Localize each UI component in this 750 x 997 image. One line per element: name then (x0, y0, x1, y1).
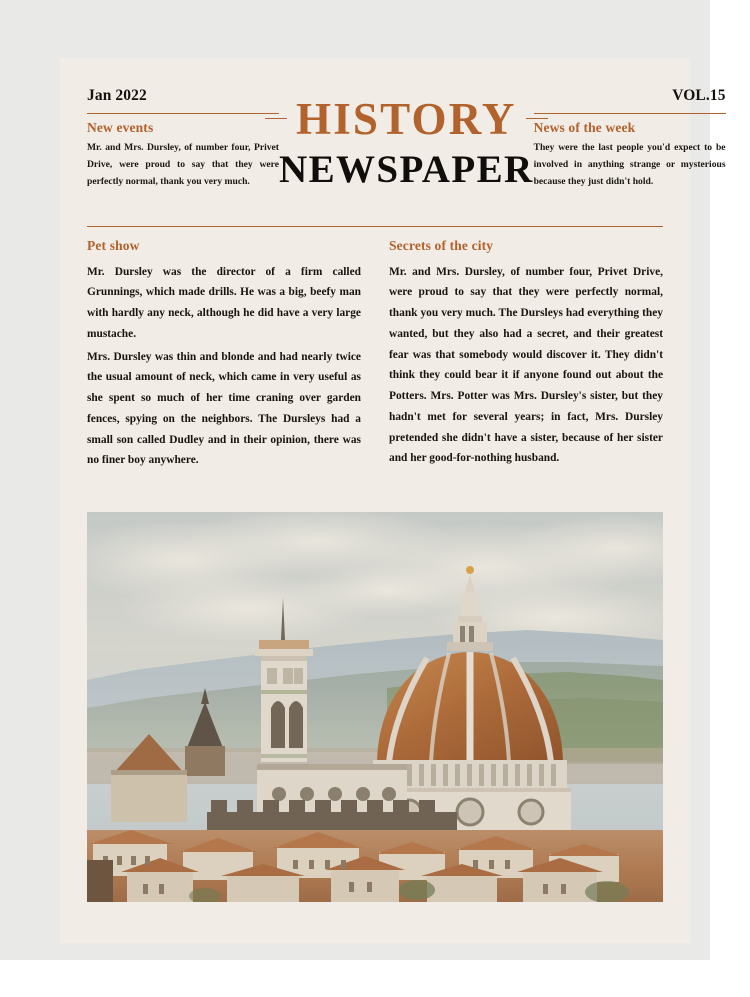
story-paragraph: Mr. Dursley was the director of a firm called Grunnings, which made drills. He was a big, beefy man with hardly any neck, although he did have a very large mustache. (87, 265, 361, 340)
florence-duomo-cityscape-photo (87, 512, 663, 902)
masthead (87, 87, 726, 216)
newspaper-page (60, 58, 726, 943)
main-section-rule (87, 226, 663, 227)
news-of-the-week-kicker: News of the week (533, 119, 636, 135)
left-divider-rule (87, 113, 279, 114)
story-columns (87, 238, 663, 471)
story-heading-secrets-of-the-city: Secrets of the city (389, 238, 494, 254)
story-secrets-of-the-city (389, 238, 663, 471)
new-events-kicker: New events (87, 119, 154, 135)
masthead-right-column (534, 88, 726, 190)
masthead-title-primary: HISTORY (296, 94, 517, 144)
right-divider-rule (534, 113, 726, 114)
cityscape-illustration (87, 512, 663, 902)
story-paragraph: Mr. and Mrs. Dursley, of number four, Privet Drive, were proud to say that they were perfectly normal, thank you very much. The Dursleys had everything they wanted, but they also had a secret, and their greatest fear was that somebody would discover it. They didn't think they could bear it if anyone found out about the Potters. Mrs. Potter was Mrs. Dursley's sister, but they hadn't met for several years; in fact, Mrs. Dursley pretended she didn't have a sister, because of her sister and her good-for-nothing husband. (389, 265, 663, 465)
story-paragraph: Mrs. Dursley was thin and blonde and had nearly twice the usual amount of neck, which came in very useful as she spent so much of her time craning over garden fences, spying on the neighbors. The Dursleys had a small son called Dudley and in their opinion, there was no finer boy anywhere. (87, 350, 361, 467)
news-of-the-week-blurb: They were the last people you'd expect to be involved in anything strange or mysterious because they just didn't hold. (533, 142, 726, 188)
masthead-title-block (279, 88, 534, 193)
new-events-blurb: Mr. and Mrs. Dursley, of number four, Privet Drive, were proud to say that they were perfectly normal, thank you very much. (87, 142, 279, 188)
title-flank-rule-right (526, 118, 548, 119)
story-pet-show (87, 238, 361, 471)
title-flank-rule-left (265, 118, 287, 119)
story-heading-pet-show: Pet show (87, 238, 140, 254)
photo-figure (87, 512, 663, 902)
dateline: Jan 2022 (87, 87, 147, 104)
masthead-title-secondary: NEWSPAPER (279, 147, 534, 191)
masthead-left-column (87, 88, 279, 190)
volume-label: VOL.15 (672, 87, 726, 104)
